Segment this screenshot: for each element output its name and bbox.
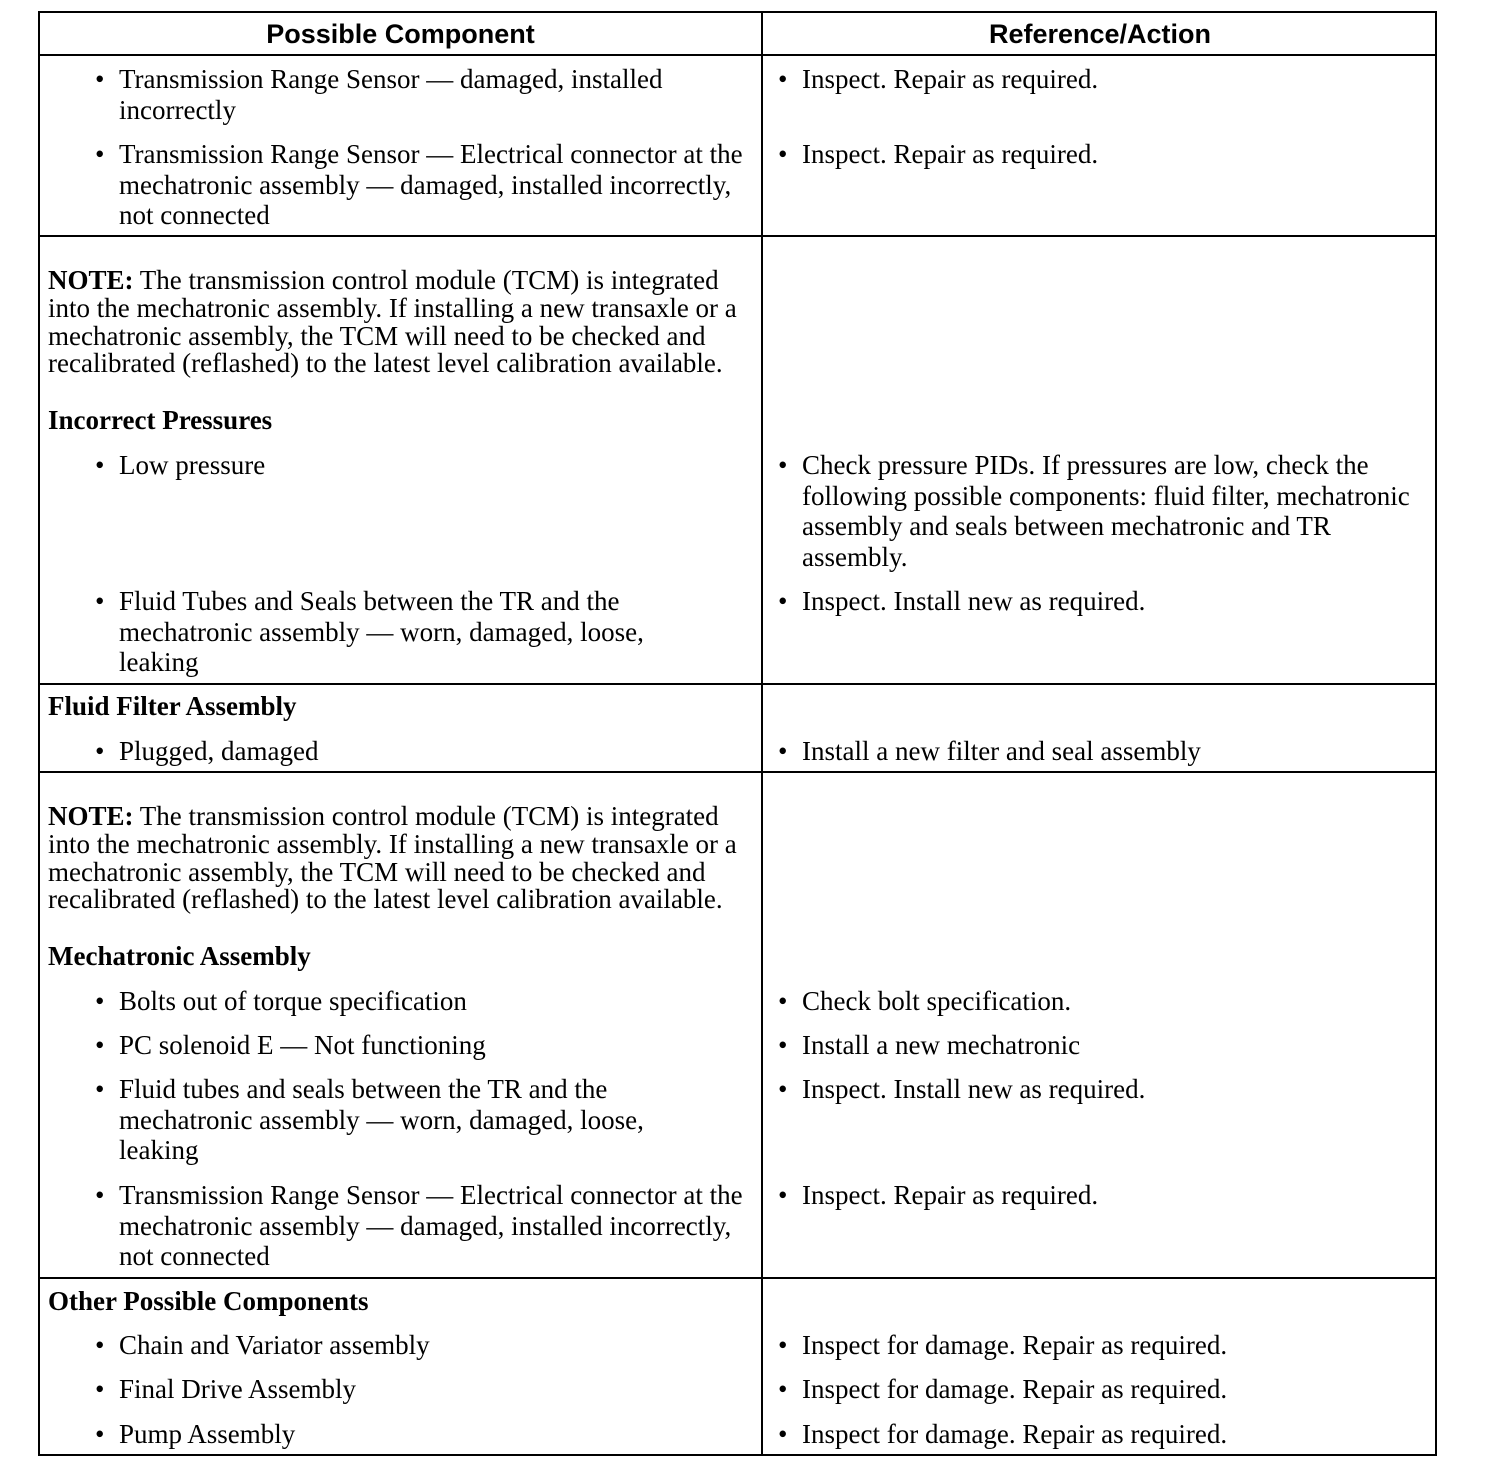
action-item: Inspect. Repair as required.: [802, 64, 1099, 94]
action-item: Inspect. Install new as required.: [802, 1074, 1146, 1104]
section-heading: Mechatronic Assembly: [48, 941, 311, 971]
bullet-icon: •: [778, 450, 788, 480]
bullet-icon: •: [95, 139, 105, 169]
action-item: Inspect for damage. Repair as required.: [802, 1419, 1228, 1449]
row-divider: [40, 683, 1435, 685]
action-item: Inspect. Repair as required.: [802, 139, 1099, 169]
bullet-icon: •: [778, 1330, 788, 1360]
bullet-icon: •: [95, 64, 105, 94]
bullet-icon: •: [95, 1030, 105, 1060]
component-item: Plugged, damaged: [119, 736, 319, 766]
bullet-icon: •: [778, 1030, 788, 1060]
component-item: Transmission Range Sensor — Electrical connector at the mechatronic assembly — damaged, installed incorrectly, not connected: [119, 1180, 743, 1271]
note-paragraph: [48, 803, 753, 914]
bullet-icon: •: [778, 736, 788, 766]
bullet-icon: •: [95, 1330, 105, 1360]
bullet-icon: •: [778, 1374, 788, 1404]
bullet-icon: •: [778, 1180, 788, 1210]
note-label: NOTE:: [48, 265, 134, 295]
action-item: Install a new filter and seal assembly: [802, 736, 1201, 766]
bullet-icon: •: [95, 986, 105, 1016]
row-divider: [40, 1277, 1435, 1279]
action-item: Inspect for damage. Repair as required.: [802, 1374, 1228, 1404]
column-header-action: Reference/Action: [988, 19, 1212, 49]
bullet-icon: •: [95, 1419, 105, 1449]
action-item: Inspect. Repair as required.: [802, 1180, 1099, 1210]
bullet-icon: •: [95, 1074, 105, 1104]
component-item: PC solenoid E — Not functioning: [119, 1030, 486, 1060]
component-item: Final Drive Assembly: [119, 1374, 356, 1404]
note-text: The transmission control module (TCM) is integrated into the mechatronic assembly. If installing a new transaxle or a mechatronic assembly, the TCM will need to be checked and recalibrated (reflashed) to the latest level calibration available.: [48, 801, 737, 915]
column-header-component: Possible Component: [266, 19, 535, 49]
row-divider: [40, 235, 1435, 237]
section-heading: Other Possible Components: [48, 1286, 369, 1316]
note-paragraph: [48, 267, 753, 378]
action-item: Install a new mechatronic: [802, 1030, 1081, 1060]
action-item: Check pressure PIDs. If pressures are low, check the following possible components: fluid filter, mechatronic assembly and seals between mechatronic and TR assembly.: [802, 450, 1410, 572]
component-item: Fluid Tubes and Seals between the TR and the mechatronic assembly — worn, damaged, loose, leaking: [119, 586, 644, 677]
section-heading: Incorrect Pressures: [48, 405, 273, 435]
bullet-icon: •: [95, 586, 105, 616]
component-item: Pump Assembly: [119, 1419, 296, 1449]
bullet-icon: •: [95, 450, 105, 480]
bullet-icon: •: [778, 139, 788, 169]
component-item: Bolts out of torque specification: [119, 986, 467, 1016]
note-text: The transmission control module (TCM) is integrated into the mechatronic assembly. If installing a new transaxle or a mechatronic assembly, the TCM will need to be checked and recalibrated (reflashed) to the latest level calibration available.: [48, 265, 737, 379]
action-item: Check bolt specification.: [802, 986, 1072, 1016]
component-item: Transmission Range Sensor — damaged, installed incorrectly: [119, 64, 663, 125]
column-divider: [761, 13, 763, 1454]
diagnostic-table: [38, 11, 1437, 1456]
component-item: Low pressure: [119, 450, 266, 480]
bullet-icon: •: [778, 986, 788, 1016]
row-divider: [40, 771, 1435, 773]
section-heading: Fluid Filter Assembly: [48, 691, 297, 721]
action-item: Inspect for damage. Repair as required.: [802, 1330, 1228, 1360]
component-item: Chain and Variator assembly: [119, 1330, 430, 1360]
action-item: Inspect. Install new as required.: [802, 586, 1146, 616]
component-item: Transmission Range Sensor — Electrical connector at the mechatronic assembly — damaged, installed incorrectly, not connected: [119, 139, 743, 230]
bullet-icon: •: [95, 736, 105, 766]
bullet-icon: •: [778, 1419, 788, 1449]
bullet-icon: •: [778, 1074, 788, 1104]
note-label: NOTE:: [48, 801, 134, 831]
component-item: Fluid tubes and seals between the TR and the mechatronic assembly — worn, damaged, loose, leaking: [119, 1074, 644, 1165]
bullet-icon: •: [778, 586, 788, 616]
bullet-icon: •: [778, 64, 788, 94]
bullet-icon: •: [95, 1374, 105, 1404]
bullet-icon: •: [95, 1180, 105, 1210]
